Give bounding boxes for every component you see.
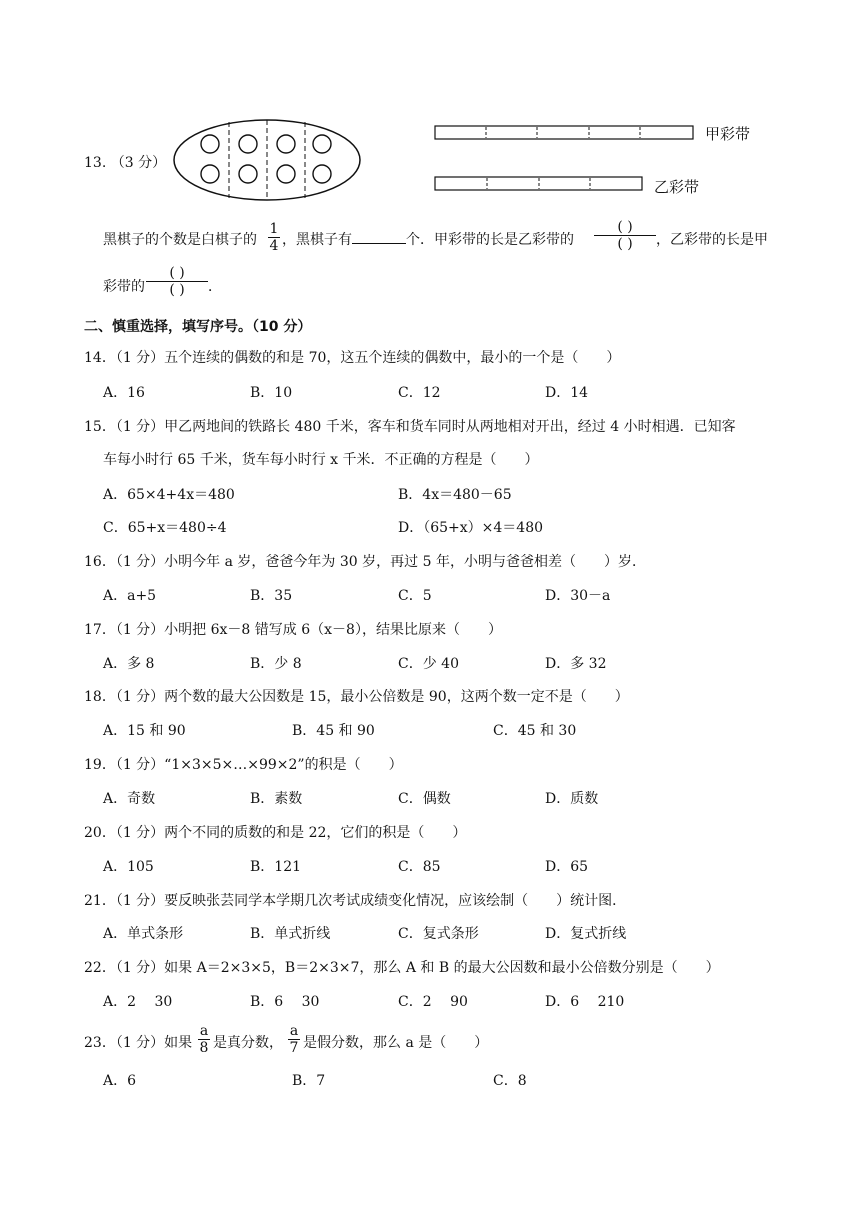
q21-option-c[interactable]: C．复式条形: [398, 926, 479, 942]
q13-frac-den: 4: [269, 238, 279, 254]
q14-option-d[interactable]: D．14: [545, 385, 589, 401]
q13-text-3: 个．甲彩带的长是乙彩带的: [406, 232, 574, 248]
q15-option-c[interactable]: C．65+x＝480÷4: [103, 520, 227, 536]
q13-number: [84, 152, 166, 172]
q23-frac2-num: a: [289, 1023, 299, 1039]
q18-option-b[interactable]: B．45 和 90: [292, 723, 375, 739]
q23-option-c[interactable]: C．8: [493, 1073, 527, 1089]
q13-fraction-quarter: [268, 221, 280, 254]
q23-option-a[interactable]: A．6: [103, 1073, 137, 1089]
q13-text-4: ，乙彩带的长是甲: [656, 232, 768, 248]
q15-stem: 15．（1 分）甲乙两地间的铁路长 480 千米，客车和货车同时从两地相对开出，经过 4 小时相遇．已知客: [84, 419, 736, 435]
q13-frac1-den: ( ): [617, 236, 633, 252]
band-b-label: 乙彩带: [654, 178, 700, 196]
q13-text-6: ．: [208, 279, 222, 295]
q13-fraction-blank-1[interactable]: [594, 219, 656, 252]
q13-frac2-den: ( ): [169, 282, 185, 298]
q16-option-a[interactable]: A．a+5: [103, 588, 157, 604]
q13-frac-num: 1: [269, 221, 279, 237]
q14-option-c[interactable]: C．12: [398, 385, 441, 401]
q17-option-a[interactable]: A．多 8: [103, 656, 155, 672]
q23-frac1-den: 8: [199, 1040, 209, 1056]
q13-text-2: ，黑棋子有: [282, 232, 352, 248]
q13-score: （3 分）: [110, 155, 167, 171]
q19-option-c[interactable]: C．偶数: [398, 791, 451, 807]
q13-text-line1b: [282, 229, 574, 249]
q23-option-b[interactable]: B．7: [292, 1073, 326, 1089]
q22-stem: 22．（1 分）如果 A＝2×3×5，B＝2×3×7，那么 A 和 B 的最大公因数和最小公倍数分别是（ ）: [84, 960, 720, 976]
section-2-title: 二、慎重选择，填写序号。（10 分）: [84, 319, 312, 335]
q21-stem: 21．（1 分）要反映张芸同学本学期几次考试成绩变化情况，应该绘制（ ）统计图．: [84, 893, 627, 909]
q13-text-5: 彩带的: [103, 279, 145, 295]
q15-option-d[interactable]: D．（65+x）×4＝480: [398, 520, 544, 536]
q20-option-d[interactable]: D．65: [545, 859, 589, 875]
q16-option-d[interactable]: D．30－a: [545, 588, 611, 604]
q13-answer-blank[interactable]: [352, 229, 406, 244]
q22-option-a[interactable]: A．2 30: [103, 994, 173, 1010]
band-a-label: 甲彩带: [705, 125, 751, 143]
band-a: [434, 124, 696, 142]
q13-fraction-blank-2[interactable]: [146, 265, 208, 298]
q21-option-a[interactable]: A．单式条形: [103, 926, 184, 942]
q13-num: 13.: [84, 155, 107, 171]
q16-option-b[interactable]: B．35: [250, 588, 293, 604]
q18-option-a[interactable]: A．15 和 90: [103, 723, 186, 739]
q23-stem-mid: 是真分数，: [213, 1035, 283, 1051]
q13-text-line1: [103, 229, 257, 249]
q18-stem: 18．（1 分）两个数的最大公因数是 15，最小公倍数是 90，这两个数一定不是（ ）: [84, 689, 629, 705]
q23-fraction-a-8: [198, 1023, 210, 1056]
q15-option-a[interactable]: A．65×4+4x＝480: [103, 487, 235, 503]
q17-option-d[interactable]: D．多 32: [545, 656, 607, 672]
q14-option-a[interactable]: A．16: [103, 385, 145, 401]
chess-figure: [172, 118, 362, 202]
q21-option-d[interactable]: D．复式折线: [545, 926, 627, 942]
q15-stem-2: 车每小时行 65 千米，货车每小时行 x 千米．不正确的方程是（ ）: [103, 452, 539, 468]
q14-option-b[interactable]: B．10: [250, 385, 293, 401]
q23-frac2-den: 7: [289, 1040, 299, 1056]
q13-frac2-num: ( ): [169, 265, 185, 281]
q14-stem: 14．（1 分）五个连续的偶数的和是 70，这五个连续的偶数中，最小的一个是（ ）: [84, 350, 621, 366]
q20-option-a[interactable]: A．105: [103, 859, 154, 875]
q19-option-b[interactable]: B．素数: [250, 791, 303, 807]
q19-option-d[interactable]: D．质数: [545, 791, 599, 807]
q22-option-b[interactable]: B．6 30: [250, 994, 320, 1010]
q17-stem: 17．（1 分）小明把 6x－8 错写成 6（x－8），结果比原来（ ）: [84, 622, 502, 638]
q19-stem: 19．（1 分）“1×3×5×…×99×2”的积是（ ）: [84, 757, 403, 773]
band-b: [434, 175, 646, 193]
q22-option-d[interactable]: D．6 210: [545, 994, 625, 1010]
q17-option-b[interactable]: B．少 8: [250, 656, 302, 672]
q19-option-a[interactable]: A．奇数: [103, 791, 156, 807]
q20-option-c[interactable]: C．85: [398, 859, 441, 875]
q21-option-b[interactable]: B．单式折线: [250, 926, 331, 942]
q23-stem-pre: 23．（1 分）如果: [84, 1035, 193, 1051]
q16-option-c[interactable]: C．5: [398, 588, 432, 604]
q20-stem: 20．（1 分）两个不同的质数的和是 22，它们的积是（ ）: [84, 825, 467, 841]
q13-frac1-num: ( ): [617, 219, 633, 235]
q18-option-c[interactable]: C．45 和 30: [493, 723, 577, 739]
q22-option-c[interactable]: C．2 90: [398, 994, 468, 1010]
q23-fraction-a-7: [288, 1023, 300, 1056]
q23-stem-post: 是假分数，那么 a 是（ ）: [303, 1035, 489, 1051]
q23-frac1-num: a: [199, 1023, 209, 1039]
q17-option-c[interactable]: C．少 40: [398, 656, 459, 672]
q13-text-1: 黑棋子的个数是白棋子的: [103, 232, 257, 248]
q20-option-b[interactable]: B．121: [250, 859, 302, 875]
q16-stem: 16．（1 分）小明今年 a 岁，爸爸今年为 30 岁，再过 5 年，小明与爸爸相差（ ）岁．: [84, 554, 646, 570]
q15-option-b[interactable]: B．4x＝480－65: [398, 487, 512, 503]
